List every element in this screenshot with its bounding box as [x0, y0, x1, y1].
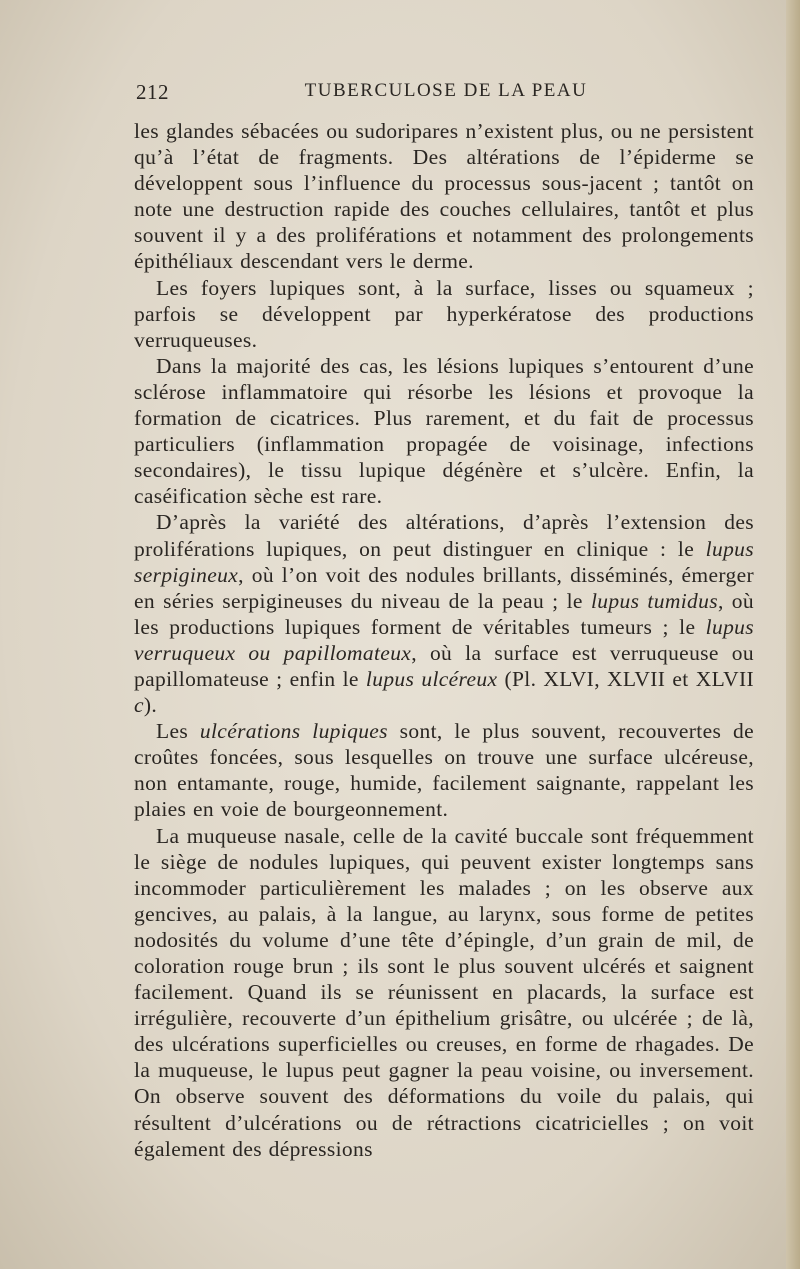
italic-text: lupus tumidus [590, 588, 718, 613]
paragraph-text: , où l’on voit des nodules brillants, disséminés, émerger en séries serpigineuses du niveau de la peau ; le [134, 562, 754, 613]
paragraph [134, 823, 754, 1162]
paragraph-text: (Pl. XLVI, XLVII et XLVII [497, 666, 754, 691]
paragraph-text: Les foyers lupiques sont, à la surface, lisses ou squameux ; parfois se développent par hyperkératose des productions verruqueuses. [134, 275, 754, 352]
paragraph [134, 353, 754, 510]
page-header [136, 80, 756, 110]
paragraph-text: les glandes sébacées ou sudoripares n’existent plus, ou ne persistent qu’à l’état de fragments. Des altérations de l’épiderme se développent sous l’influence du processus sous-jacent ; tantôt on note une destruction rapide des couches cellulaires, tantôt et plus souvent il y a des proliférations et notamment des prolongements épithéliaux descendant vers le derme. [134, 119, 754, 274]
paragraph [134, 275, 754, 353]
italic-text: lupus ulcéreux [365, 666, 498, 691]
paragraph-text: Dans la majorité des cas, les lésions lupiques s’entourent d’une sclérose inflammatoire qui résorbe les lésions et provoque la formation de cicatrices. Plus rarement, et du fait de processus particuliers (inflammation propagée de voisinage, infections secondaires), le tissu lupique dégénère et s’ulcère. Enfin, la caséification sèche est rare. [134, 353, 754, 509]
paragraph [134, 718, 754, 822]
italic-text: ulcérations lupiques [199, 719, 388, 744]
italic-text: lupus serpigineux [134, 536, 754, 587]
paragraph-text: La muqueuse nasale, celle de la cavité buccale sont fréquemment le siège de nodules lupiques, qui peuvent exister longtemps sans incommoder particulièrement les malades ; on les observe aux gencives, au palais, à la langue, au larynx, sous forme de petites nodosités du volume d’une tête d’épingle, d’un grain de mil, de coloration rouge brun ; ils sont le plus souvent ulcérés et saignent facilement. Quand ils se réunissent en placards, la surface est irrégulière, recouverte d’un épithelium grisâtre, ou ulcérée ; de là, des ulcérations superficielles ou creuses, en forme de rhagades. De la muqueuse, le lupus peut gagner la peau voisine, ou inversement. On observe souvent des déformations du voile du palais, qui résultent d’ulcérations ou de rétractions cicatricielles ; on voit également des dépressions [134, 823, 754, 1161]
paragraph-text: ). [143, 693, 158, 718]
paragraph [134, 118, 754, 275]
italic-text: lupus verruqueux ou papillomateux [134, 614, 754, 665]
running-title: TUBERCULOSE DE LA PEAU [304, 80, 588, 101]
paragraph-text: , où la surface est verruqueuse ou papillomateuse ; enfin le [134, 640, 754, 691]
italic-text: c [134, 693, 144, 718]
page-number: 212 [136, 80, 169, 104]
body-text [134, 118, 754, 1162]
paragraph-text: D’après la variété des altérations, d’après l’extension des proliférations lupiques, on peut distinguer en clinique : le [134, 510, 754, 561]
paragraph-text: , où les productions lupiques forment de véritables tumeurs ; le [134, 588, 754, 639]
paragraph-text: sont, le plus souvent, recouvertes de croûtes foncées, sous lesquelles on trouve une surface ulcéreuse, non entamante, rouge, humide, facilement saignante, rappelant les plaies en voie de bourgeonnement. [134, 719, 754, 822]
paragraph-text: Les [156, 719, 200, 744]
paragraph [134, 509, 754, 718]
page-edge [786, 0, 800, 1269]
